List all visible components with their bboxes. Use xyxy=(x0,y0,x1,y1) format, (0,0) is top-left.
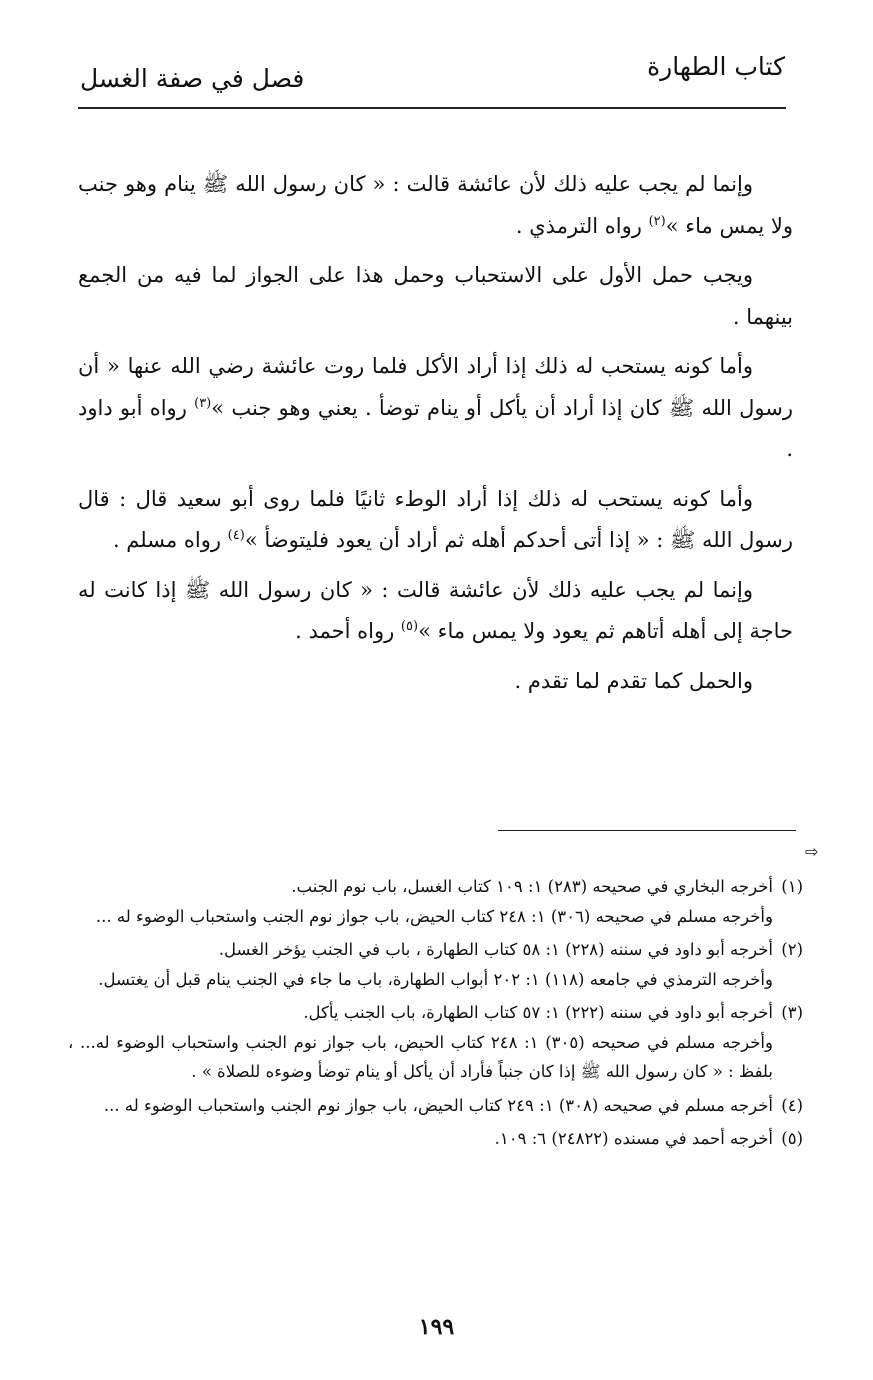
footnote-ref: (٢) xyxy=(648,213,666,229)
footnote-separator xyxy=(498,830,796,831)
running-header-section-title: فصل في صفة الغسل xyxy=(80,64,305,93)
paragraph-text: وإنما لم يجب عليه ذلك لأن عائشة قالت : « كان رسول الله ﷺ ينام وهو جنب ولا يمس ماء » xyxy=(78,172,793,238)
footnote-number: (١) xyxy=(781,877,803,896)
paragraph-text: وأما كونه يستحب له ذلك إذا أراد الوطء ثانيًا فلما روى أبو سعيد قال : قال رسول الله ﷺ : « إذا أتى أحدكم أهله ثم أراد أن يعود فليتوضأ » xyxy=(78,486,793,552)
main-text xyxy=(78,164,793,702)
running-header-book-title: كتاب الطهارة xyxy=(647,52,785,81)
footnote-ref: (٤) xyxy=(227,528,245,543)
header-rule xyxy=(78,107,786,109)
page-number: ١٩٩ xyxy=(418,1314,455,1340)
paragraph-text: وأما كونه يستحب له ذلك إذا أراد الأكل فلما روت عائشة رضي الله عنها « أن رسول الله ﷺ كان إذا أراد أن يأكل أو ينام توضأ . يعني وهو جنب » xyxy=(78,354,793,420)
paragraph-tail: رواه الترمذي . xyxy=(515,213,649,238)
paragraph-tail: رواه مسلم . xyxy=(112,528,228,552)
footnote-number: (٢) xyxy=(781,940,803,959)
paragraph xyxy=(78,661,793,703)
paragraph xyxy=(78,164,793,247)
paragraph xyxy=(78,479,793,562)
footnote-ref: (٣) xyxy=(194,395,212,411)
footnote-item xyxy=(68,935,803,994)
footnote-item xyxy=(68,872,803,931)
paragraph-text: ويجب حمل الأول على الاستحباب وحمل هذا على الجواز لما فيه من الجمع بينهما . xyxy=(78,263,793,329)
paragraph-text: والحمل كما تقدم لما تقدم . xyxy=(514,668,753,693)
footnote-line: وأخرجه مسلم في صحيحه (٣٠٦) ١: ٢٤٨ كتاب الحيض، باب جواز نوم الجنب واستحباب الوضوء له ... xyxy=(95,906,773,926)
paragraph xyxy=(78,255,793,338)
footnote-line: أخرجه أبو داود في سننه (٢٢٢) ١: ٥٧ كتاب الطهارة، باب الجنب يأكل. xyxy=(303,1003,773,1022)
paragraph-tail: رواه أبو داود . xyxy=(78,395,793,461)
footnote-item xyxy=(68,998,803,1087)
footnote-line: أخرجه البخاري في صحيحه (٢٨٣) ١: ١٠٩ كتاب الغسل، باب نوم الجنب. xyxy=(291,877,773,896)
footnote-line: أخرجه أبو داود في سننه (٢٢٨) ١: ٥٨ كتاب الطهارة ، باب في الجنب يؤخر الغسل. xyxy=(218,940,773,959)
footnote-number: (٤) xyxy=(781,1095,803,1115)
footnote-line: وأخرجه الترمذي في جامعه (١١٨) ١: ٢٠٢ أبواب الطهارة، باب ما جاء في الجنب ينام قبل أن يغتسل. xyxy=(98,969,773,989)
footnote-ref: (٥) xyxy=(400,619,419,634)
paragraph-tail: رواه أحمد . xyxy=(295,619,401,643)
footnotes xyxy=(68,872,803,1158)
footnote-line: وأخرجه مسلم في صحيحه (٣٠٥) ١: ٢٤٨ كتاب الحيض، باب جواز نوم الجنب واستحباب الوضوء له... ، بلفظ : « كان رسول الله ﷺ إذا كان جنباً فأراد أن يأكل أو ينام توضأ وضوءه للصلاة » . xyxy=(68,1032,773,1081)
paragraph xyxy=(78,346,793,471)
continuation-arrow-icon: ⇨ xyxy=(805,842,819,861)
paragraph xyxy=(78,570,793,653)
footnote-line: أخرجه أحمد في مسنده (٢٤٨٢٢) ٦: ١٠٩. xyxy=(494,1129,773,1148)
footnote-item xyxy=(68,1091,803,1121)
footnote-item xyxy=(68,1124,803,1154)
paragraph-text: وإنما لم يجب عليه ذلك لأن عائشة قالت : « كان رسول الله ﷺ إذا كانت له حاجة إلى أهله أتاهم ثم يعود ولا يمس ماء » xyxy=(78,577,793,643)
footnote-number: (٣) xyxy=(781,1003,803,1022)
footnote-number: (٥) xyxy=(781,1129,803,1148)
footnote-line: أخرجه مسلم في صحيحه (٣٠٨) ١: ٢٤٩ كتاب الحيض، باب جواز نوم الجنب واستحباب الوضوء له ... xyxy=(103,1095,773,1115)
